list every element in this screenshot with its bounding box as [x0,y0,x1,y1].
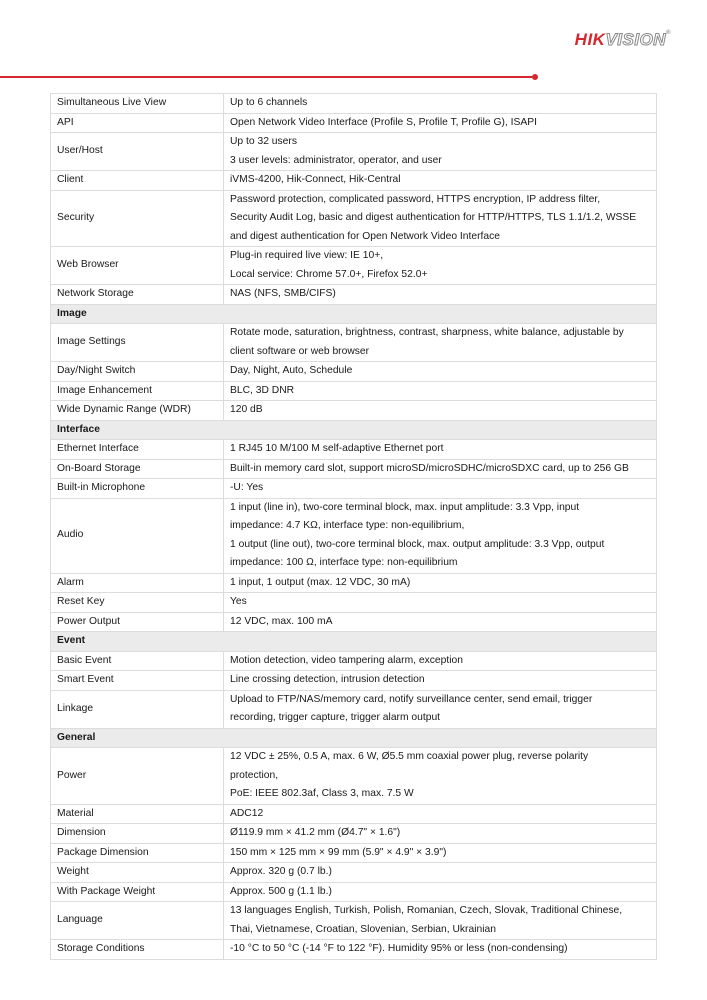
spec-row [51,324,657,362]
spec-value [224,94,657,114]
brand-logo-hik: HIK [574,30,606,49]
spec-value [224,324,657,362]
spec-label: On-Board Storage [51,459,224,479]
spec-label: Reset Key [51,593,224,613]
spec-value-line: -10 °C to 50 °C (-14 °F to 122 °F). Humidity 95% or less (non-condensing) [230,943,568,954]
brand-logo-mark: ® [666,30,671,36]
spec-value-line: PoE: IEEE 802.3af, Class 3, max. 7.5 W [230,788,414,799]
spec-row [51,190,657,247]
spec-label: Storage Conditions [51,940,224,960]
spec-label: Image Settings [51,324,224,362]
spec-value [224,133,657,171]
spec-label: Smart Event [51,671,224,691]
spec-label: Image Enhancement [51,381,224,401]
specification-table-body [51,94,657,960]
spec-label: Power [51,748,224,805]
spec-value [224,843,657,863]
spec-value [224,381,657,401]
spec-value-line: 13 languages English, Turkish, Polish, Romanian, Czech, Slovak, Traditional Chinese, [230,905,623,916]
spec-value [224,190,657,247]
spec-value-line: 1 output (line out), two-core terminal block, max. output amplitude: 3.3 Vpp, output [230,538,605,550]
spec-row [51,401,657,421]
section-title: General [51,728,657,748]
spec-value [224,479,657,499]
spec-row [51,804,657,824]
spec-value-line: Yes [230,596,247,607]
spec-row [51,573,657,593]
spec-value-line: Day, Night, Auto, Schedule [230,365,353,376]
spec-row [51,843,657,863]
spec-label: Power Output [51,612,224,632]
spec-row [51,113,657,133]
spec-value-line: protection, [230,769,279,781]
spec-value-line: Security Audit Log, basic and digest authentication for HTTP/HTTPS, TLS 1.1/1.2, WSSE [230,212,637,223]
spec-row [51,362,657,382]
spec-value-line: 12 VDC, max. 100 mA [230,615,333,627]
spec-label: Client [51,171,224,191]
spec-row [51,247,657,285]
spec-row [51,902,657,940]
spec-value [224,247,657,285]
spec-row [51,94,657,114]
spec-value-line: and digest authentication for Open Network Video Interface [230,230,500,242]
spec-label: Material [51,804,224,824]
spec-row [51,440,657,460]
spec-label: Network Storage [51,285,224,305]
spec-value [224,671,657,691]
spec-value-line: 1 input (line in), two-core terminal block, max. input amplitude: 3.3 Vpp, input [230,501,580,513]
section-title: Event [51,632,657,652]
spec-value-line: Open Network Video Interface (Profile S, Profile T, Profile G), ISAPI [230,116,537,128]
spec-value [224,459,657,479]
section-header-row [51,420,657,440]
spec-value-line: Local service: Chrome 57.0+, Firefox 52.0+ [230,268,428,280]
spec-row [51,285,657,305]
spec-value-line: BLC, 3D DNR [230,384,295,396]
section-title: Interface [51,420,657,440]
spec-row [51,940,657,960]
spec-value-line: impedance: 100 Ω, interface type: non-equilibrium [230,557,458,568]
spec-value [224,171,657,191]
spec-value [224,748,657,805]
spec-value [224,498,657,573]
spec-value [224,593,657,613]
spec-value [224,902,657,940]
spec-value-line: client software or web browser [230,345,370,357]
spec-row [51,381,657,401]
spec-value [224,612,657,632]
spec-row [51,171,657,191]
spec-label: Audio [51,498,224,573]
spec-value-line: ADC12 [230,807,264,819]
spec-value-line: Rotate mode, saturation, brightness, contrast, sharpness, white balance, adjustable by [230,327,624,338]
spec-value [224,690,657,728]
spec-value-line: NAS (NFS, SMB/CIFS) [230,288,336,299]
spec-value [224,804,657,824]
spec-row [51,863,657,883]
spec-value-line: 120 dB [230,404,263,415]
spec-value-line: 12 VDC ± 25%, 0.5 A, max. 6 W, Ø5.5 mm coaxial power plug, reverse polarity [230,751,589,762]
spec-value-line: impedance: 4.7 KΩ, interface type: non-equilibrium, [230,520,465,531]
spec-row [51,748,657,805]
spec-value [224,882,657,902]
spec-value-line: recording, trigger capture, trigger alarm output [230,712,441,723]
spec-row [51,479,657,499]
spec-row [51,824,657,844]
spec-value [224,863,657,883]
spec-value [224,824,657,844]
spec-value-line: Password protection, complicated password, HTTPS encryption, IP address filter, [230,193,601,205]
spec-value-line: 1 input, 1 output (max. 12 VDC, 30 mA) [230,576,411,588]
spec-label: Wide Dynamic Range (WDR) [51,401,224,421]
spec-row [51,651,657,671]
spec-row [51,612,657,632]
spec-label: Weight [51,863,224,883]
spec-value-line: Up to 32 users [230,136,297,147]
spec-value [224,113,657,133]
spec-row [51,671,657,691]
spec-row [51,498,657,573]
spec-label: Linkage [51,690,224,728]
spec-value [224,440,657,460]
spec-value [224,651,657,671]
spec-label: Built-in Microphone [51,479,224,499]
spec-label: Web Browser [51,247,224,285]
spec-value [224,401,657,421]
specification-table [50,93,657,960]
spec-value-line: Plug-in required live view: IE 10+, [230,250,384,261]
spec-value [224,285,657,305]
header-rule-dot [532,74,538,80]
section-header-row [51,304,657,324]
spec-value-line: Ø119.9 mm × 41.2 mm (Ø4.7" × 1.6") [230,827,401,838]
spec-value [224,362,657,382]
spec-value-line: Thai, Vietnamese, Croatian, Slovenian, Serbian, Ukrainian [230,923,496,935]
spec-label: Basic Event [51,651,224,671]
spec-label: Language [51,902,224,940]
spec-value-line: Approx. 500 g (1.1 lb.) [230,885,332,897]
spec-value-line: Upload to FTP/NAS/memory card, notify surveillance center, send email, trigger [230,693,593,705]
spec-value-line: Built-in memory card slot, support microSD/microSDHC/microSDXC card, up to 256 GB [230,462,629,474]
spec-label: Simultaneous Live View [51,94,224,114]
spec-label: Day/Night Switch [51,362,224,382]
spec-label: Package Dimension [51,843,224,863]
spec-row [51,459,657,479]
spec-row [51,690,657,728]
spec-row [51,882,657,902]
spec-value-line: -U: Yes [230,482,264,493]
spec-value-line: 3 user levels: administrator, operator, and user [230,154,442,166]
spec-value-line: Approx. 320 g (0.7 lb.) [230,866,332,877]
spec-value-line: iVMS-4200, Hik-Connect, Hik-Central [230,174,401,185]
brand-logo [575,30,671,50]
section-title: Image [51,304,657,324]
spec-label: Security [51,190,224,247]
spec-label: API [51,113,224,133]
spec-value [224,573,657,593]
spec-row [51,133,657,171]
spec-value-line: Up to 6 channels [230,97,308,108]
spec-label: Alarm [51,573,224,593]
spec-value-line: Motion detection, video tampering alarm, exception [230,654,463,666]
spec-value-line: 150 mm × 125 mm × 99 mm (5.9" × 4.9" × 3.9") [230,846,447,858]
spec-label: Ethernet Interface [51,440,224,460]
spec-label: With Package Weight [51,882,224,902]
brand-logo-vision: VISION [605,30,667,49]
spec-label: Dimension [51,824,224,844]
spec-value-line: Line crossing detection, intrusion detection [230,674,425,685]
spec-value-line: 1 RJ45 10 M/100 M self-adaptive Ethernet port [230,443,444,454]
spec-value [224,940,657,960]
spec-row [51,593,657,613]
section-header-row [51,728,657,748]
section-header-row [51,632,657,652]
spec-label: User/Host [51,133,224,171]
header-rule [0,76,532,78]
